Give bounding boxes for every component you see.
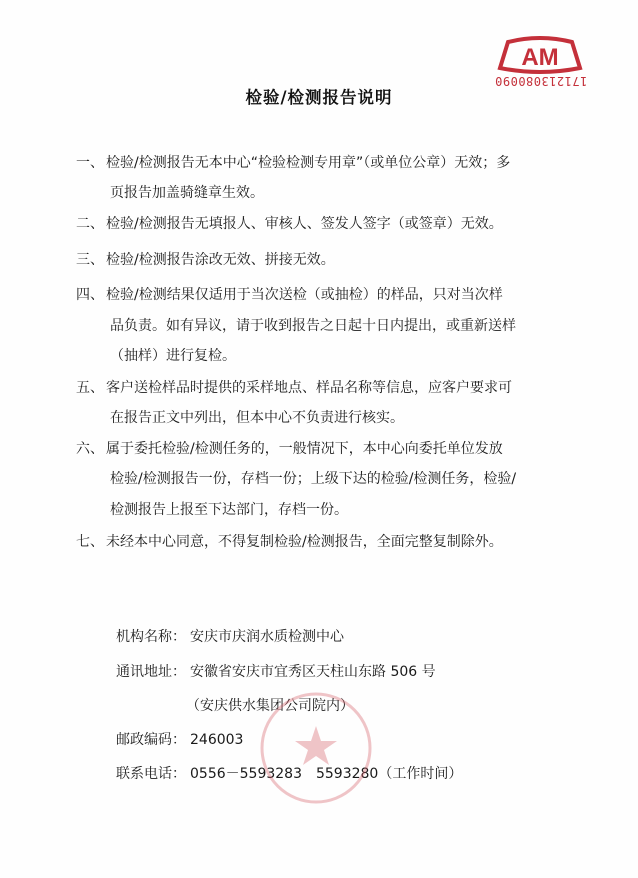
org-name-label: 机构名称： [116, 629, 186, 645]
item-text-continued: 页报告加盖骑缝章生效。 [110, 185, 264, 201]
item-number: 二、 [76, 216, 104, 232]
item-text: 属于委托检验/检测任务的，一般情况下，本中心向委托单位发放 [106, 441, 503, 457]
item-number: 四、 [76, 287, 104, 303]
postal-code-label: 邮政编码： [116, 732, 186, 748]
edge-stamp-mark [0, 392, 6, 462]
item-number: 三、 [76, 252, 104, 268]
item-number: 七、 [76, 534, 104, 550]
item-text-continued: 品负责。如有异议，请于收到报告之日起十日内提出，或重新送样 [110, 318, 516, 334]
item-text: 未经本中心同意，不得复制检验/检测报告，全面完整复制除外。 [106, 534, 503, 550]
address-label: 通讯地址： [116, 664, 186, 680]
item-text-continued: 在报告正文中列出，但本中心不负责进行核实。 [110, 410, 404, 426]
official-seal-stamp [256, 688, 376, 808]
item-text: 检验/检测报告无本中心“检验检测专用章”（或单位公章）无效；多 [106, 155, 511, 171]
item-text-continued: 检验/检测报告一份，存档一份；上级下达的检验/检测任务，检验/ [110, 471, 517, 487]
phone-value: 0556－5593283 5593280（工作时间） [190, 766, 463, 782]
phone-label: 联系电话： [116, 766, 186, 782]
item-text: 检验/检测报告涂改无效、拼接无效。 [106, 252, 335, 268]
item-text: 检验/检测报告无填报人、审核人、签发人签字（或签章）无效。 [106, 216, 503, 232]
cma-serial-number: 171213080090 [494, 74, 588, 88]
item-text-continued: 检测报告上报至下达部门，存档一份。 [110, 502, 348, 518]
item-text: 检验/检测结果仅适用于当次送检（或抽检）的样品，只对当次样 [106, 287, 503, 303]
item-text-continued: （抽样）进行复检。 [110, 348, 236, 364]
item-number: 一、 [76, 155, 104, 171]
page-title: 检验/检测报告说明 [245, 88, 393, 107]
item-number: 六、 [76, 441, 104, 457]
cma-logo-text: AM [521, 44, 559, 71]
address-value-line2: （安庆供水集团公司院内） [186, 698, 354, 714]
postal-code-value: 246003 [190, 732, 244, 748]
address-value: 安徽省安庆市宜秀区天柱山东路 506 号 [190, 664, 436, 680]
item-number: 五、 [76, 380, 104, 396]
org-name-value: 安庆市庆润水质检测中心 [190, 629, 344, 645]
item-text: 客户送检样品时提供的采样地点、样品名称等信息，应客户要求可 [106, 380, 512, 396]
